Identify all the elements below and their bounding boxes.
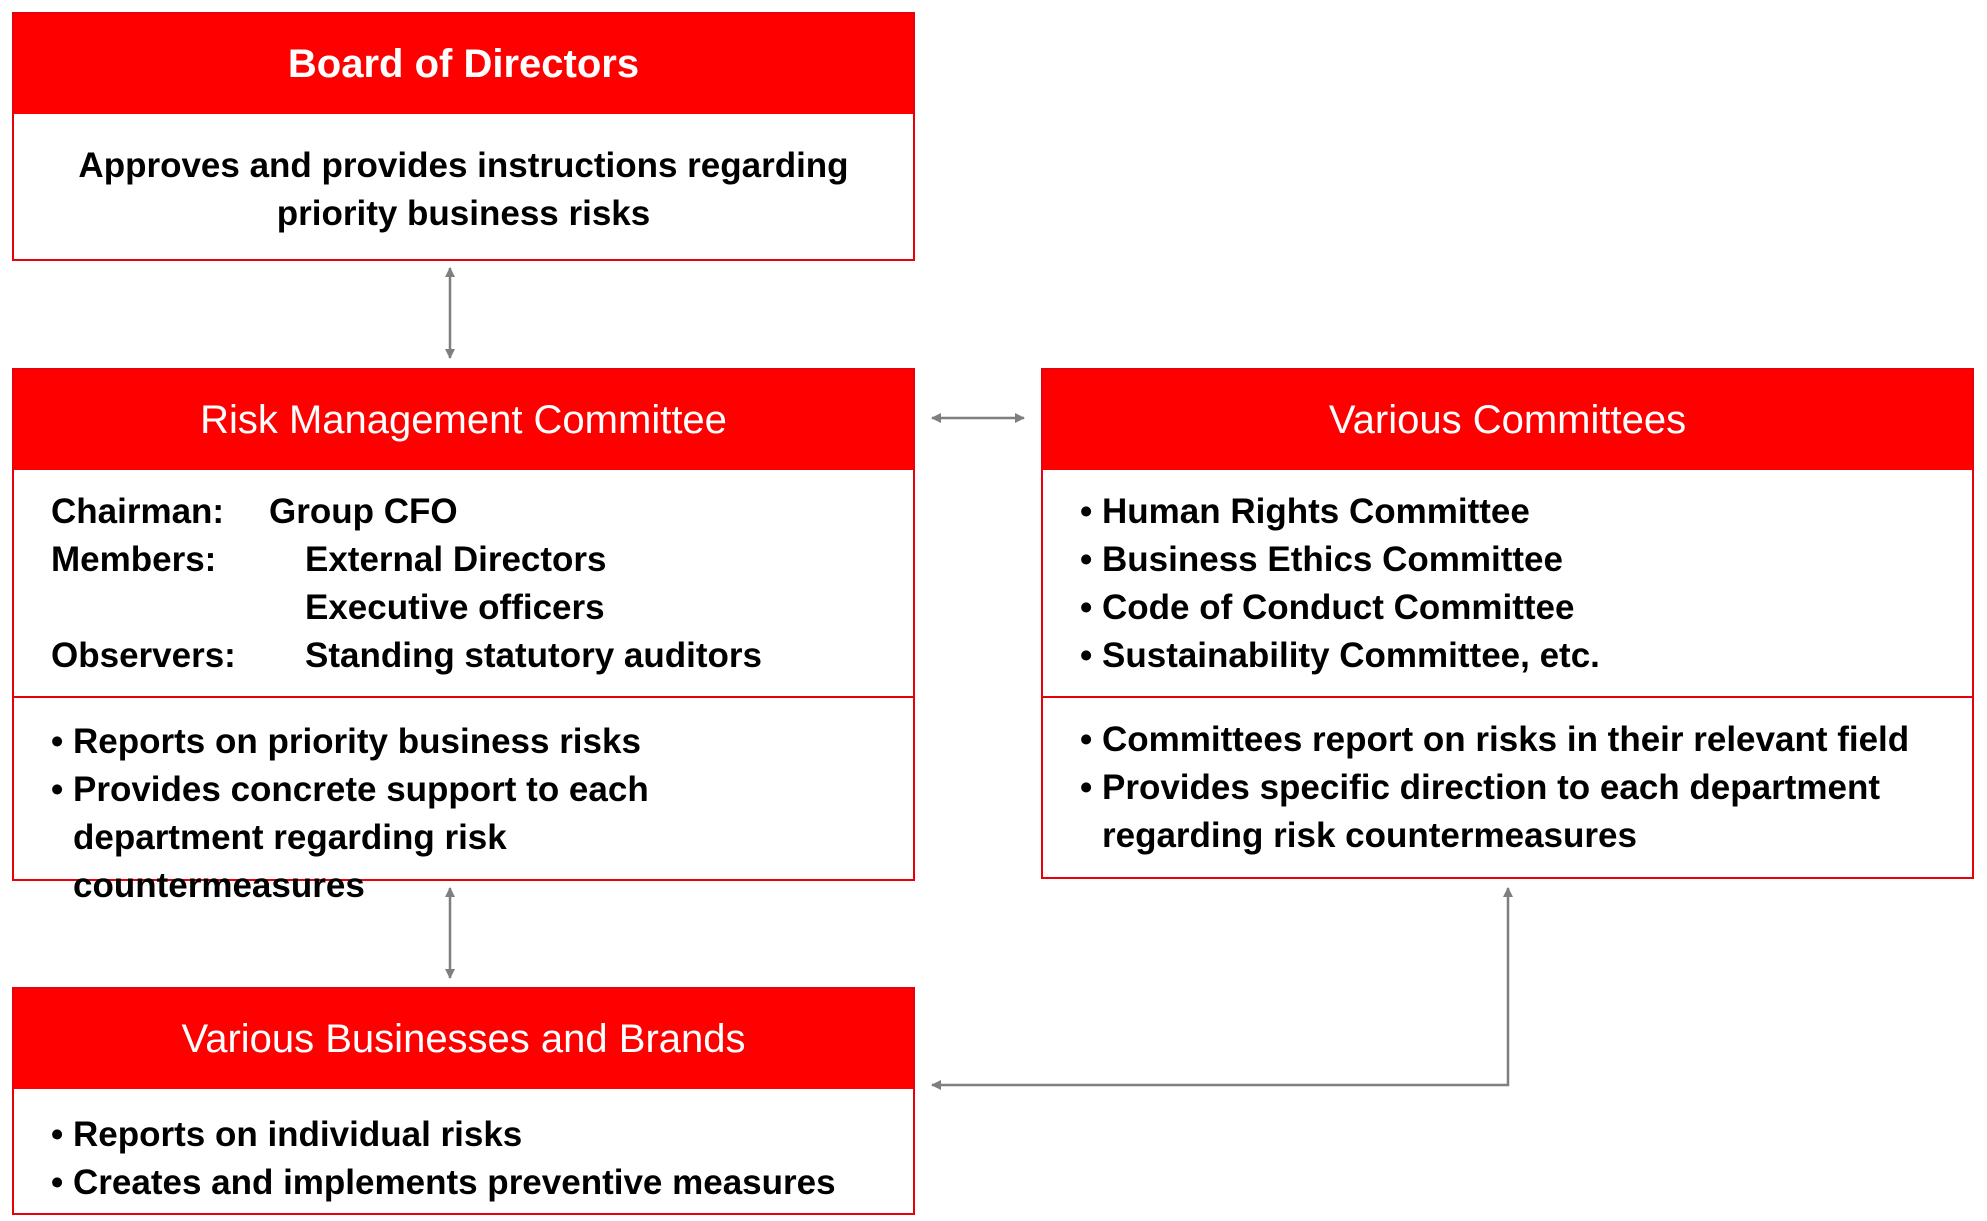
arrow-committees-to-businesses [932,888,1508,1085]
role-value: Group CFO [269,492,458,531]
list-item: • Provides specific direction to each department regarding risk countermeasures [1080,764,1942,860]
risk-management-committee-title: Risk Management Committee [14,370,913,470]
list-item: • Code of Conduct Committee [1080,584,1972,632]
role-key: Chairman: [51,492,225,531]
list-item: • Creates and implements preventive measures [51,1159,893,1207]
list-item: • Provides concrete support to each department regarding risk countermeasures [51,766,693,910]
list-item: • Human Rights Committee [1080,488,1972,536]
role-key: Members: [51,540,217,579]
list-item: • Reports on individual risks [51,1111,893,1159]
list-item: • Business Ethics Committee [1080,536,1972,584]
list-item: • Reports on priority business risks [51,718,883,766]
board-of-directors-title: Board of Directors [14,14,913,114]
role-value: Executive officers [305,588,605,627]
board-description-text: Approves and provides instructions regarding priority business risks [78,146,849,233]
various-committees-title: Various Committees [1043,370,1972,470]
various-businesses-title: Various Businesses and Brands [14,989,913,1089]
role-value: Standing statutory auditors [305,636,762,675]
role-key: Observers: [51,636,236,675]
role-value: External Directors [305,540,607,579]
list-item: • Sustainability Committee, etc. [1080,632,1972,680]
list-item: • Committees report on risks in their relevant field [1080,716,1952,764]
